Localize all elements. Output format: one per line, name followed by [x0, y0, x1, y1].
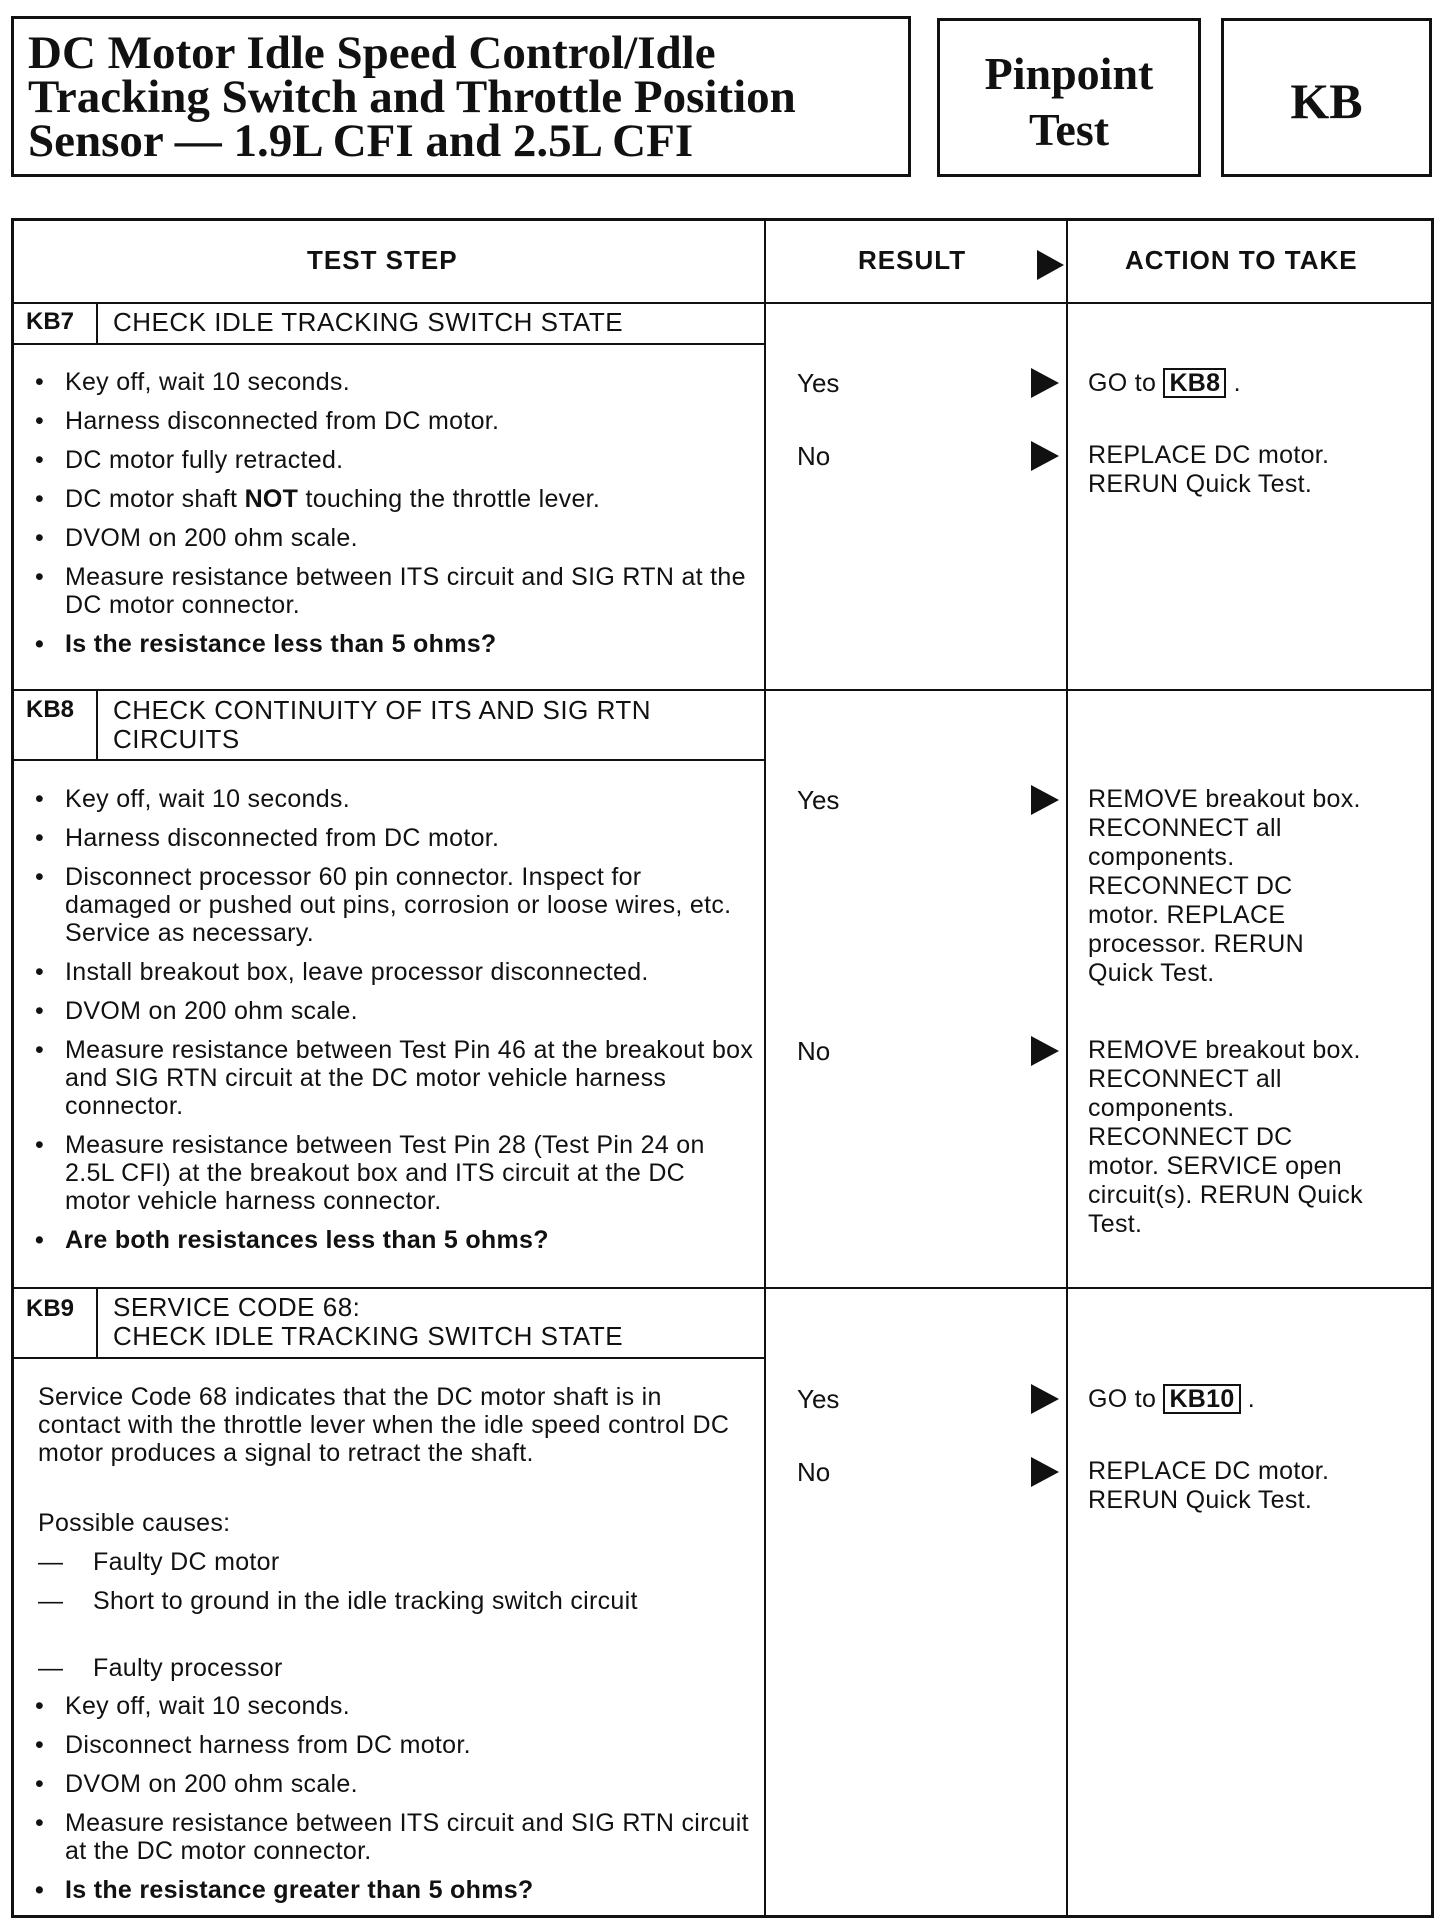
action-yes: REMOVE breakout box. RECONNECT all components. RECONNECT DC motor. REPLACE processor. RERUN Quick Test. [1088, 785, 1361, 987]
list-item: • Harness disconnected from DC motor. [34, 407, 754, 435]
row-divider-kb9 [11, 1287, 1434, 1289]
column-header-result: RESULT [858, 245, 967, 275]
code-divider [96, 1287, 98, 1357]
list-item: • Install breakout box, leave processor disconnected. [34, 958, 754, 986]
list-item: • Disconnect processor 60 pin connector. Inspect for damaged or pushed out pins, corrosion or loose wires, etc. Service as necessary. [34, 863, 754, 947]
list-item: • Measure resistance between ITS circuit and SIG RTN at the DC motor connector. [34, 563, 754, 619]
step-title: CHECK CONTINUITY OF ITS AND SIG RTN CIRCUITS [113, 695, 652, 754]
header-row-divider [11, 302, 1434, 304]
title-line-1: DC Motor Idle Speed Control/Idle [28, 27, 716, 79]
code-divider [96, 302, 98, 343]
result-no: No [797, 441, 831, 471]
step-title: CHECK IDLE TRACKING SWITCH STATE [113, 307, 624, 337]
step-list [34, 368, 754, 669]
action-no: REPLACE DC motor. RERUN Quick Test. [1088, 441, 1330, 498]
pinpoint-line-1: Pinpoint [984, 48, 1154, 99]
action-no: REMOVE breakout box. RECONNECT all components. RECONNECT DC motor. SERVICE open circuit(s). RERUN Quick Test. [1088, 1036, 1363, 1238]
title-underline [11, 1357, 764, 1359]
step-ref-kb8[interactable]: KB8 [1163, 368, 1226, 398]
pinpoint-test-label [940, 46, 1198, 158]
title-box [11, 16, 911, 177]
arrow-icon [1031, 441, 1059, 471]
arrow-icon [1031, 785, 1059, 815]
column-header-test-step: TEST STEP [307, 245, 458, 275]
title-underline [11, 759, 764, 761]
possible-causes-label: Possible causes: [38, 1509, 231, 1537]
action-yes: GO to KB8 . [1088, 369, 1241, 397]
result-yes: Yes [797, 785, 840, 815]
result-no: No [797, 1457, 831, 1487]
list-item: • DC motor shaft NOT touching the throttle lever. [34, 485, 754, 513]
action-no: REPLACE DC motor. RERUN Quick Test. [1088, 1457, 1330, 1514]
column-divider-action [1066, 218, 1068, 1918]
list-item: • Measure resistance between ITS circuit and SIG RTN circuit at the DC motor connector. [34, 1809, 754, 1865]
test-code-box [1221, 18, 1432, 177]
step-title: SERVICE CODE 68: CHECK IDLE TRACKING SWITCH STATE [113, 1292, 624, 1351]
cause-item: — Faulty DC motor [38, 1548, 280, 1576]
list-item: • Key off, wait 10 seconds. [34, 1692, 754, 1720]
list-item: • Harness disconnected from DC motor. [34, 824, 754, 852]
test-code: KB [1290, 73, 1363, 129]
intro-paragraph: Service Code 68 indicates that the DC motor shaft is in contact with the throttle lever when the idle speed control DC motor produces a signal to retract the shaft. [38, 1383, 730, 1467]
arrow-icon [1031, 1384, 1059, 1414]
title-underline [11, 343, 764, 345]
page-title [28, 27, 796, 167]
column-header-action: ACTION TO TAKE [1125, 245, 1358, 275]
list-item: • DVOM on 200 ohm scale. [34, 524, 754, 552]
column-divider-result [764, 218, 766, 1918]
title-line-3: Sensor — 1.9L CFI and 2.5L CFI [28, 115, 694, 167]
cause-item: — Short to ground in the idle tracking switch circuit [38, 1587, 638, 1615]
result-yes: Yes [797, 1384, 840, 1414]
result-no: No [797, 1036, 831, 1066]
code-divider [96, 689, 98, 759]
step-code: KB8 [26, 696, 75, 723]
question-item: • Is the resistance less than 5 ohms? [34, 630, 754, 658]
list-item: • Key off, wait 10 seconds. [34, 368, 754, 396]
list-item: • DC motor fully retracted. [34, 446, 754, 474]
list-item: • Measure resistance between Test Pin 28 (Test Pin 24 on 2.5L CFI) at the breakout box and ITS circuit at the DC motor vehicle harness connector. [34, 1131, 754, 1215]
step-list [34, 785, 754, 1265]
arrow-icon [1031, 1036, 1059, 1066]
list-item: • Measure resistance between Test Pin 46 at the breakout box and SIG RTN circuit at the DC motor vehicle harness connector. [34, 1036, 754, 1120]
list-item: • Disconnect harness from DC motor. [34, 1731, 754, 1759]
arrow-icon [1031, 1457, 1059, 1487]
pinpoint-line-2: Test [1028, 104, 1110, 155]
question-item: • Is the resistance greater than 5 ohms? [34, 1876, 754, 1904]
result-yes: Yes [797, 368, 840, 398]
row-divider-kb8 [11, 689, 1434, 691]
title-line-2: Tracking Switch and Throttle Position [28, 71, 796, 123]
step-list [34, 1692, 754, 1915]
step-ref-kb10[interactable]: KB10 [1163, 1384, 1240, 1414]
result-arrow-icon [1037, 250, 1064, 280]
list-item: • DVOM on 200 ohm scale. [34, 997, 754, 1025]
cause-item: — Faulty processor [38, 1654, 283, 1682]
list-item: • Key off, wait 10 seconds. [34, 785, 754, 813]
pinpoint-test-box [937, 18, 1201, 177]
step-code: KB9 [26, 1295, 75, 1322]
question-item: • Are both resistances less than 5 ohms? [34, 1226, 754, 1254]
list-item: • DVOM on 200 ohm scale. [34, 1770, 754, 1798]
step-code: KB7 [26, 308, 75, 335]
action-yes: GO to KB10 . [1088, 1385, 1256, 1413]
arrow-icon [1031, 368, 1059, 398]
